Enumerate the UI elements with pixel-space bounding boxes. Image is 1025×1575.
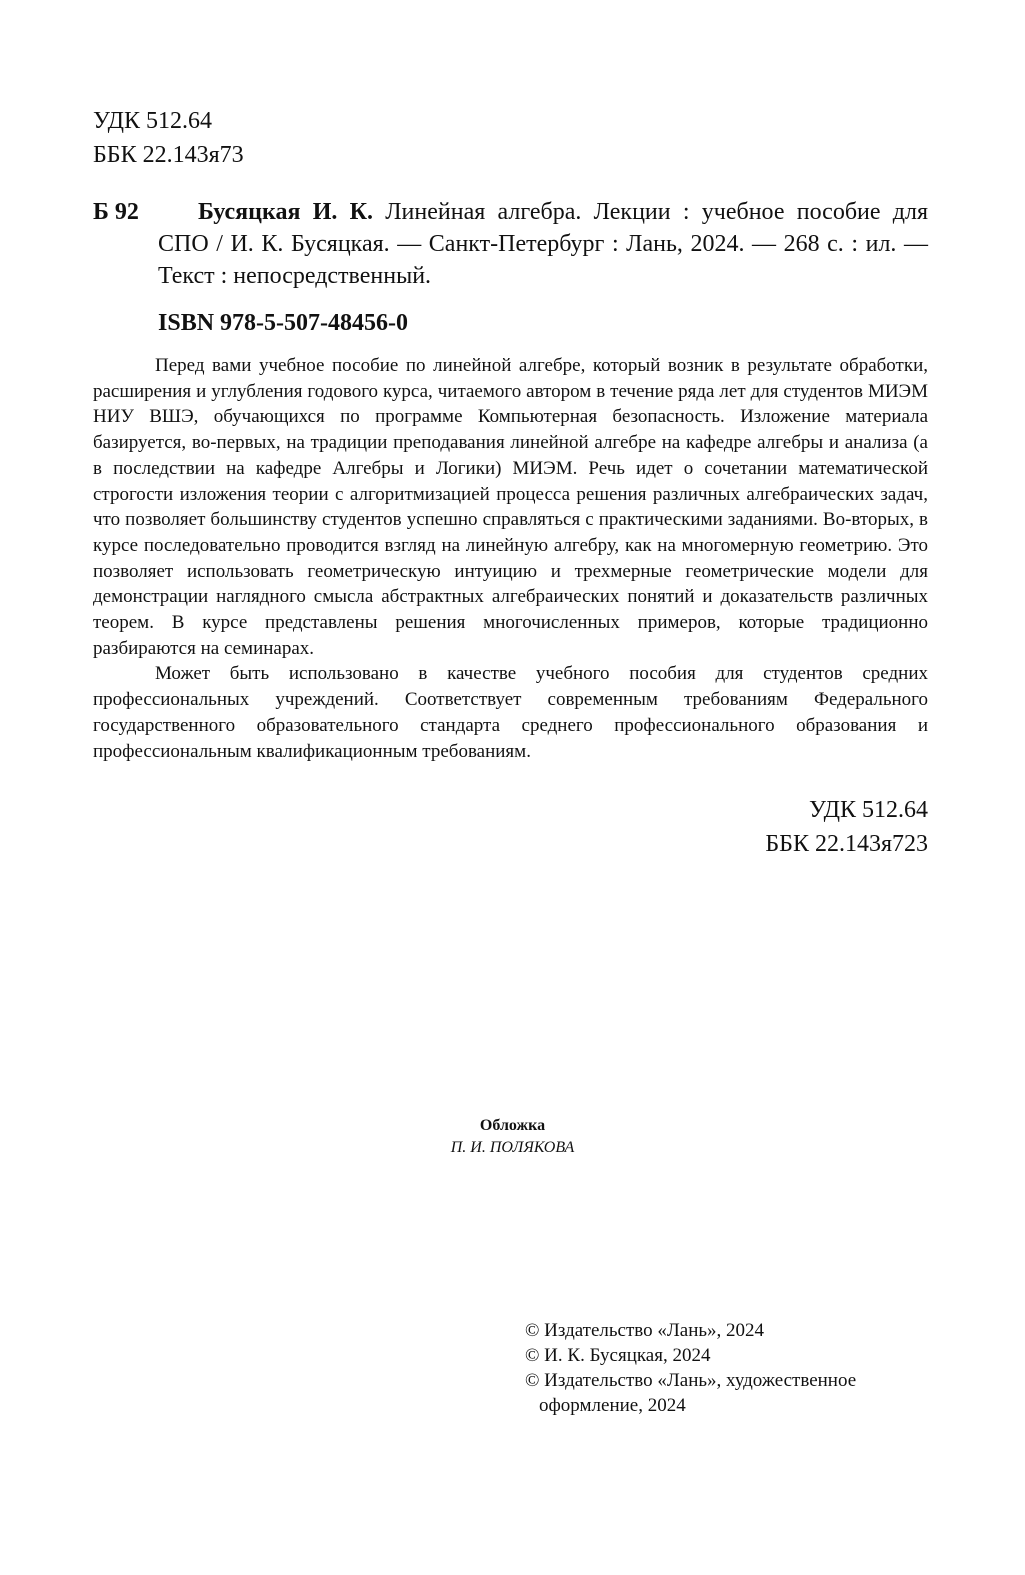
copyright-notice [525, 1318, 856, 1418]
bibliographic-entry [93, 196, 928, 292]
author-mark: Б 92 [93, 199, 139, 225]
bbk-code: ББК 22.143я723 [765, 831, 928, 857]
copyright-line: © Издательство «Лань», 2024 [525, 1320, 765, 1341]
copyright-line: оформление, 2024 [539, 1395, 686, 1416]
classification-codes-bottom [765, 793, 928, 861]
cover-credit [0, 1115, 1025, 1159]
bbk-code: ББК 22.143я73 [93, 142, 244, 168]
cover-designer-name: П. И. ПОЛЯКОВА [450, 1139, 575, 1156]
isbn: ISBN 978-5-507-48456-0 [158, 310, 408, 336]
udk-code: УДК 512.64 [809, 797, 928, 823]
bibliographic-description [158, 196, 928, 292]
abstract-paragraph: Может быть использовано в качестве учебного пособия для студентов средних профессиональных учреждений. Соответствует современным требованиям Федерального государственного образовательного стандарта среднего профессионального образования и профессиональным квалификационным требованиям. [93, 663, 928, 762]
udk-code: УДК 512.64 [93, 108, 212, 134]
author-name: Бусяцкая И. К. [198, 199, 374, 225]
book-description: Линейная алгебра. Лекции : учебное пособие для СПО / И. К. Бусяцкая. — Санкт-Петербург : Лань, 2024. — 268 с. : ил. — Текст : непосредственный. [158, 199, 928, 289]
classification-codes-top [93, 104, 244, 172]
abstract-paragraph: Перед вами учебное пособие по линейной алгебре, который возник в результате обработки, расширения и углубления годового курса, читаемого автором в течение ряда лет для студентов МИЭМ НИУ ВШЭ, обучающихся по программе Компьютерная безопасность. Изложение материала базируется, во-первых, на традиции преподавания линейной алгебре на кафедре алгебры и анализа (а в последствии на кафедре Алгебры и Логики) МИЭМ. Речь идет о сочетании математической строгости изложения теории с алгоритмизацией процесса решения различных алгебраических задач, что позволяет большинству студентов успешно справляться с практическими заданиями. Во-вторых, в курсе последовательно проводится взгляд на линейную алгебру, как на многомерную геометрию. Это позволяет использовать геометрическую интуицию и трехмерные геометрические модели для демонстрации наглядного смысла абстрактных алгебраических понятий и доказательств различных теорем. В курсе представлены решения многочисленных примеров, которые традиционно разбираются на семинарах. [93, 355, 928, 659]
copyright-line: © И. К. Бусяцкая, 2024 [525, 1345, 711, 1366]
abstract [93, 353, 928, 764]
cover-credit-label: Обложка [479, 1117, 546, 1134]
copyright-line: © Издательство «Лань», художественное [525, 1370, 857, 1391]
